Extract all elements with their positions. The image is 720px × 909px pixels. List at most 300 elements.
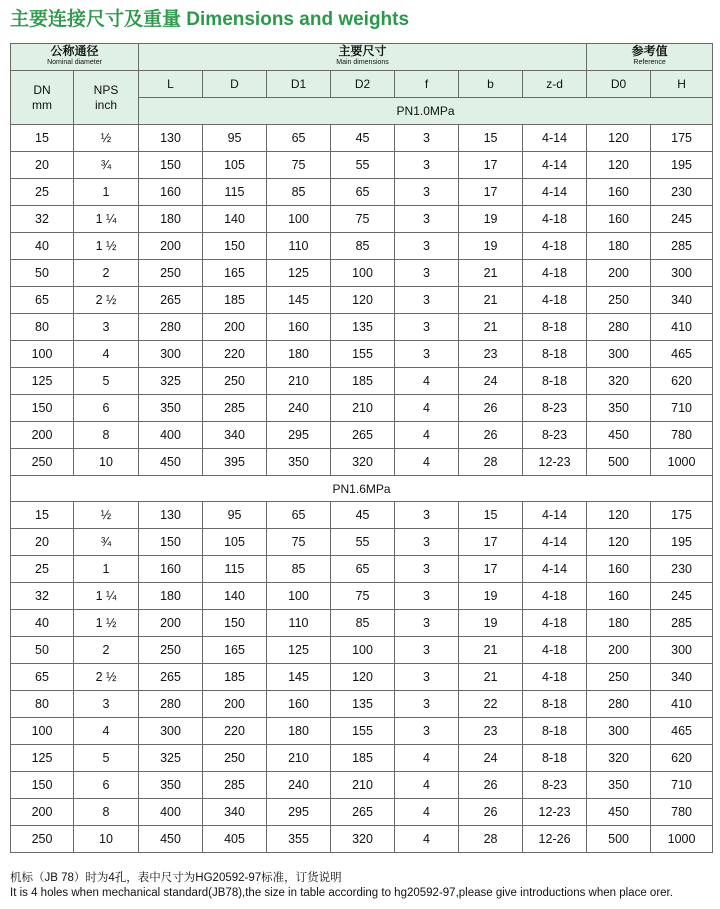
table-cell: 21 <box>459 664 523 691</box>
table-cell: 21 <box>459 287 523 314</box>
table-cell: 350 <box>587 772 651 799</box>
table-cell: 2 ½ <box>74 664 139 691</box>
table-cell: 100 <box>11 718 74 745</box>
table-cell: 450 <box>587 422 651 449</box>
table-cell: 280 <box>587 691 651 718</box>
table-cell: 100 <box>267 583 331 610</box>
dimensions-table <box>10 43 713 853</box>
table-cell: 4-18 <box>523 637 587 664</box>
table-cell: 40 <box>11 610 74 637</box>
table-row <box>11 556 713 583</box>
table-cell: 26 <box>459 799 523 826</box>
table-cell: 130 <box>139 502 203 529</box>
table-cell: 20 <box>11 152 74 179</box>
table-cell: 95 <box>203 125 267 152</box>
table-cell: 55 <box>331 529 395 556</box>
table-cell: 3 <box>395 314 459 341</box>
table-cell: 265 <box>139 287 203 314</box>
table-cell: 160 <box>587 179 651 206</box>
table-cell: 250 <box>587 287 651 314</box>
table-row <box>11 583 713 610</box>
table-cell: 3 <box>395 206 459 233</box>
table-cell: 250 <box>587 664 651 691</box>
table-cell: 300 <box>651 260 713 287</box>
table-cell: 220 <box>203 341 267 368</box>
table-cell: 8-18 <box>523 341 587 368</box>
table-cell: 4 <box>74 341 139 368</box>
table-cell: 145 <box>267 287 331 314</box>
table-cell: 160 <box>139 179 203 206</box>
table-cell: 135 <box>331 314 395 341</box>
table-cell: 20 <box>11 529 74 556</box>
table-cell: 200 <box>139 233 203 260</box>
table-cell: 450 <box>139 826 203 853</box>
table-cell: 200 <box>203 691 267 718</box>
table-cell: 300 <box>651 637 713 664</box>
table-cell: 3 <box>395 179 459 206</box>
table-cell: 8-18 <box>523 314 587 341</box>
table-cell: 185 <box>331 368 395 395</box>
table-cell: 200 <box>203 314 267 341</box>
table-cell: 21 <box>459 637 523 664</box>
table-cell: 105 <box>203 152 267 179</box>
footnote-zh: 机标（JB 78）时为4孔，表中尺寸为HG20592-97标准，订货说明 <box>10 872 342 884</box>
table-cell: 21 <box>459 260 523 287</box>
table-cell: 120 <box>587 502 651 529</box>
table-cell: 19 <box>459 610 523 637</box>
table-cell: 4-18 <box>523 610 587 637</box>
table-cell: 65 <box>331 179 395 206</box>
table-cell: 450 <box>139 449 203 476</box>
table-cell: 620 <box>651 745 713 772</box>
table-cell: 3 <box>395 610 459 637</box>
table-cell: 300 <box>587 718 651 745</box>
table-cell: 160 <box>139 556 203 583</box>
table-cell: 340 <box>203 422 267 449</box>
table-cell: 2 <box>74 260 139 287</box>
table-cell: 25 <box>11 556 74 583</box>
table-cell: 160 <box>587 206 651 233</box>
table-cell: 400 <box>139 422 203 449</box>
table-cell: 8-18 <box>523 718 587 745</box>
table-row <box>11 637 713 664</box>
table-cell: 180 <box>267 718 331 745</box>
table-cell: 710 <box>651 395 713 422</box>
table-cell: 100 <box>331 260 395 287</box>
table-cell: 3 <box>395 556 459 583</box>
table-cell: 4 <box>74 718 139 745</box>
table-cell: 23 <box>459 718 523 745</box>
table-cell: 4-18 <box>523 583 587 610</box>
table-cell: 150 <box>11 772 74 799</box>
table-cell: 230 <box>651 179 713 206</box>
table-cell: 200 <box>11 422 74 449</box>
table-cell: 8 <box>74 799 139 826</box>
table-cell: 620 <box>651 368 713 395</box>
table-cell: 295 <box>267 422 331 449</box>
table-cell: 75 <box>267 529 331 556</box>
section-pressure-2: PN1.6MPa <box>11 476 713 502</box>
header-main-dimensions: 主要尺寸 Main dimensions <box>139 44 587 71</box>
table-row <box>11 799 713 826</box>
table-cell: 3 <box>395 637 459 664</box>
table-cell: 1000 <box>651 449 713 476</box>
table-row <box>11 206 713 233</box>
section-pressure-1: PN1.0MPa <box>139 98 713 125</box>
table-cell: 4 <box>395 422 459 449</box>
table-cell: 180 <box>267 341 331 368</box>
table-cell: 4-18 <box>523 287 587 314</box>
table-cell: 280 <box>139 691 203 718</box>
table-cell: 395 <box>203 449 267 476</box>
table-cell: 340 <box>203 799 267 826</box>
table-cell: 4 <box>395 368 459 395</box>
table-cell: 180 <box>587 233 651 260</box>
table-cell: 140 <box>203 206 267 233</box>
table-cell: 320 <box>331 826 395 853</box>
table-cell: 710 <box>651 772 713 799</box>
table-cell: 500 <box>587 826 651 853</box>
table-cell: 285 <box>651 610 713 637</box>
footnote-en: It is 4 holes when mechanical standard(JB78),the size in table according to hg20592-97,please give introductions when place orer. <box>10 887 673 899</box>
table-cell: 4 <box>395 449 459 476</box>
table-cell: 350 <box>139 395 203 422</box>
table-cell: 45 <box>331 502 395 529</box>
table-cell: 28 <box>459 449 523 476</box>
table-cell: 75 <box>331 206 395 233</box>
table-row <box>11 233 713 260</box>
table-cell: 340 <box>651 287 713 314</box>
table-cell: 160 <box>267 691 331 718</box>
header-nps: NPS inch <box>74 71 139 125</box>
table-cell: 65 <box>267 502 331 529</box>
table-cell: 8-23 <box>523 772 587 799</box>
table-cell: 3 <box>395 233 459 260</box>
table-cell: 17 <box>459 556 523 583</box>
table-row <box>11 368 713 395</box>
table-cell: 355 <box>267 826 331 853</box>
table-cell: 3 <box>395 341 459 368</box>
table-cell: 4-14 <box>523 502 587 529</box>
table-cell: 150 <box>203 233 267 260</box>
table-cell: 85 <box>331 610 395 637</box>
table-cell: ½ <box>74 125 139 152</box>
table-cell: 12-23 <box>523 799 587 826</box>
table-cell: 165 <box>203 637 267 664</box>
table-cell: 19 <box>459 206 523 233</box>
header-reference: 参考值 Reference <box>587 44 713 71</box>
table-cell: 4 <box>395 772 459 799</box>
table-cell: 465 <box>651 718 713 745</box>
column-header: f <box>395 71 459 98</box>
table-cell: 3 <box>395 287 459 314</box>
table-cell: 4 <box>395 826 459 853</box>
table-cell: 45 <box>331 125 395 152</box>
table-cell: 24 <box>459 745 523 772</box>
table-cell: 26 <box>459 422 523 449</box>
table-cell: 8-18 <box>523 745 587 772</box>
table-cell: 15 <box>459 125 523 152</box>
table-cell: 300 <box>587 341 651 368</box>
table-cell: 4-14 <box>523 179 587 206</box>
table-cell: 15 <box>11 502 74 529</box>
table-cell: 25 <box>11 179 74 206</box>
column-header: H <box>651 71 713 98</box>
table-cell: 160 <box>267 314 331 341</box>
table-cell: 65 <box>11 287 74 314</box>
table-cell: 115 <box>203 179 267 206</box>
table-cell: 110 <box>267 610 331 637</box>
column-header: D1 <box>267 71 331 98</box>
table-cell: 100 <box>331 637 395 664</box>
table-row <box>11 664 713 691</box>
table-cell: 4 <box>395 395 459 422</box>
table-cell: 50 <box>11 260 74 287</box>
table-cell: 780 <box>651 799 713 826</box>
table-cell: 75 <box>331 583 395 610</box>
table-cell: 350 <box>587 395 651 422</box>
table-cell: 15 <box>11 125 74 152</box>
table-cell: 265 <box>139 664 203 691</box>
table-cell: 75 <box>267 152 331 179</box>
table-cell: 250 <box>139 260 203 287</box>
table-cell: 280 <box>139 314 203 341</box>
table-cell: 165 <box>203 260 267 287</box>
table-cell: 26 <box>459 772 523 799</box>
page-title <box>10 6 409 34</box>
table-cell: 100 <box>267 206 331 233</box>
table-cell: 340 <box>651 664 713 691</box>
table-cell: 135 <box>331 691 395 718</box>
table-cell: 4-14 <box>523 556 587 583</box>
table-cell: 410 <box>651 691 713 718</box>
table-cell: 4-14 <box>523 529 587 556</box>
table-cell: 4-14 <box>523 152 587 179</box>
table-cell: 160 <box>587 556 651 583</box>
table-cell: 200 <box>139 610 203 637</box>
table-cell: 175 <box>651 125 713 152</box>
table-cell: 185 <box>203 287 267 314</box>
table-cell: 1 ½ <box>74 233 139 260</box>
table-cell: 210 <box>331 772 395 799</box>
table-cell: 125 <box>11 368 74 395</box>
column-header: b <box>459 71 523 98</box>
table-cell: 150 <box>11 395 74 422</box>
table-cell: 65 <box>331 556 395 583</box>
header-nominal-diameter: 公称通径 Nominal diameter <box>11 44 139 71</box>
table-cell: 85 <box>267 556 331 583</box>
table-row <box>11 772 713 799</box>
table-cell: 240 <box>267 395 331 422</box>
table-cell: 140 <box>203 583 267 610</box>
table-cell: 3 <box>395 152 459 179</box>
table-cell: 17 <box>459 529 523 556</box>
table-row <box>11 287 713 314</box>
table-cell: 3 <box>395 502 459 529</box>
table-cell: 500 <box>587 449 651 476</box>
table-cell: 24 <box>459 368 523 395</box>
table-cell: 220 <box>203 718 267 745</box>
table-cell: 8-23 <box>523 395 587 422</box>
table-cell: 2 <box>74 637 139 664</box>
table-cell: 65 <box>11 664 74 691</box>
table-cell: 250 <box>139 637 203 664</box>
table-cell: ½ <box>74 502 139 529</box>
table-cell: 145 <box>267 664 331 691</box>
table-cell: 150 <box>139 152 203 179</box>
table-cell: 19 <box>459 583 523 610</box>
table-cell: 245 <box>651 206 713 233</box>
table-cell: 26 <box>459 395 523 422</box>
table-cell: 100 <box>11 341 74 368</box>
table-row <box>11 449 713 476</box>
table-cell: 265 <box>331 799 395 826</box>
table-cell: 320 <box>331 449 395 476</box>
table-row <box>11 152 713 179</box>
table-row <box>11 395 713 422</box>
table-cell: 15 <box>459 502 523 529</box>
page-title-en: Dimensions and weights <box>186 9 410 30</box>
table-row <box>11 341 713 368</box>
table-cell: 5 <box>74 368 139 395</box>
table-cell: 300 <box>139 341 203 368</box>
table-cell: 85 <box>331 233 395 260</box>
table-cell: 4 <box>395 799 459 826</box>
table-cell: 250 <box>11 449 74 476</box>
table-cell: 125 <box>11 745 74 772</box>
table-cell: 4-14 <box>523 125 587 152</box>
table-cell: 195 <box>651 529 713 556</box>
table-cell: 200 <box>587 637 651 664</box>
table-cell: 295 <box>267 799 331 826</box>
table-cell: 210 <box>267 368 331 395</box>
table-cell: 780 <box>651 422 713 449</box>
table-cell: 180 <box>587 610 651 637</box>
table-cell: 130 <box>139 125 203 152</box>
table-cell: 450 <box>587 799 651 826</box>
table-cell: 19 <box>459 233 523 260</box>
table-cell: 10 <box>74 449 139 476</box>
table-cell: 175 <box>651 502 713 529</box>
table-cell: 160 <box>587 583 651 610</box>
table-cell: 150 <box>139 529 203 556</box>
table-cell: 17 <box>459 179 523 206</box>
table-cell: 5 <box>74 745 139 772</box>
table-cell: 250 <box>11 826 74 853</box>
table-cell: 50 <box>11 637 74 664</box>
table-cell: 95 <box>203 502 267 529</box>
table-cell: 155 <box>331 718 395 745</box>
table-cell: 185 <box>331 745 395 772</box>
table-cell: 1 ¼ <box>74 583 139 610</box>
table-cell: 32 <box>11 206 74 233</box>
table-cell: 12-23 <box>523 449 587 476</box>
table-cell: 2 ½ <box>74 287 139 314</box>
table-cell: 285 <box>203 772 267 799</box>
table-cell: 400 <box>139 799 203 826</box>
table-row <box>11 125 713 152</box>
table-cell: 200 <box>11 799 74 826</box>
table-cell: 230 <box>651 556 713 583</box>
table-cell: 250 <box>203 745 267 772</box>
table-cell: 245 <box>651 583 713 610</box>
table-cell: 180 <box>139 206 203 233</box>
table-row <box>11 826 713 853</box>
table-cell: 6 <box>74 395 139 422</box>
table-cell: 465 <box>651 341 713 368</box>
table-cell: 6 <box>74 772 139 799</box>
table-cell: 4-18 <box>523 206 587 233</box>
table-cell: 325 <box>139 368 203 395</box>
table-cell: 125 <box>267 260 331 287</box>
table-cell: 120 <box>331 664 395 691</box>
table-cell: 1 <box>74 179 139 206</box>
table-cell: 3 <box>395 718 459 745</box>
table-cell: 410 <box>651 314 713 341</box>
table-row <box>11 260 713 287</box>
table-cell: 285 <box>651 233 713 260</box>
table-row <box>11 745 713 772</box>
table-cell: 23 <box>459 341 523 368</box>
table-cell: 3 <box>74 691 139 718</box>
table-cell: 4-18 <box>523 233 587 260</box>
table-cell: 3 <box>395 664 459 691</box>
table-cell: 120 <box>587 529 651 556</box>
table-cell: 4 <box>395 745 459 772</box>
table-cell: 210 <box>331 395 395 422</box>
table-cell: ¾ <box>74 152 139 179</box>
table-cell: 240 <box>267 772 331 799</box>
table-cell: 320 <box>587 368 651 395</box>
table-cell: 155 <box>331 341 395 368</box>
table-cell: 285 <box>203 395 267 422</box>
column-header: L <box>139 71 203 98</box>
table-cell: 3 <box>395 125 459 152</box>
table-cell: 110 <box>267 233 331 260</box>
table-cell: 125 <box>267 637 331 664</box>
table-cell: 12-26 <box>523 826 587 853</box>
table-row <box>11 718 713 745</box>
table-cell: 105 <box>203 529 267 556</box>
table-cell: ¾ <box>74 529 139 556</box>
table-cell: 80 <box>11 691 74 718</box>
table-cell: 200 <box>587 260 651 287</box>
table-cell: 120 <box>587 152 651 179</box>
table-row <box>11 691 713 718</box>
table-cell: 320 <box>587 745 651 772</box>
table-cell: 180 <box>139 583 203 610</box>
table-cell: 32 <box>11 583 74 610</box>
table-cell: 3 <box>395 691 459 718</box>
table-row <box>11 610 713 637</box>
table-cell: 1000 <box>651 826 713 853</box>
table-cell: 17 <box>459 152 523 179</box>
table-cell: 405 <box>203 826 267 853</box>
table-cell: 4-18 <box>523 664 587 691</box>
table-row <box>11 502 713 529</box>
table-cell: 115 <box>203 556 267 583</box>
table-row <box>11 422 713 449</box>
table-cell: 150 <box>203 610 267 637</box>
table-cell: 8-18 <box>523 368 587 395</box>
table-cell: 22 <box>459 691 523 718</box>
table-cell: 300 <box>139 718 203 745</box>
table-row <box>11 179 713 206</box>
table-cell: 265 <box>331 422 395 449</box>
table-cell: 80 <box>11 314 74 341</box>
table-cell: 85 <box>267 179 331 206</box>
table-cell: 3 <box>395 529 459 556</box>
